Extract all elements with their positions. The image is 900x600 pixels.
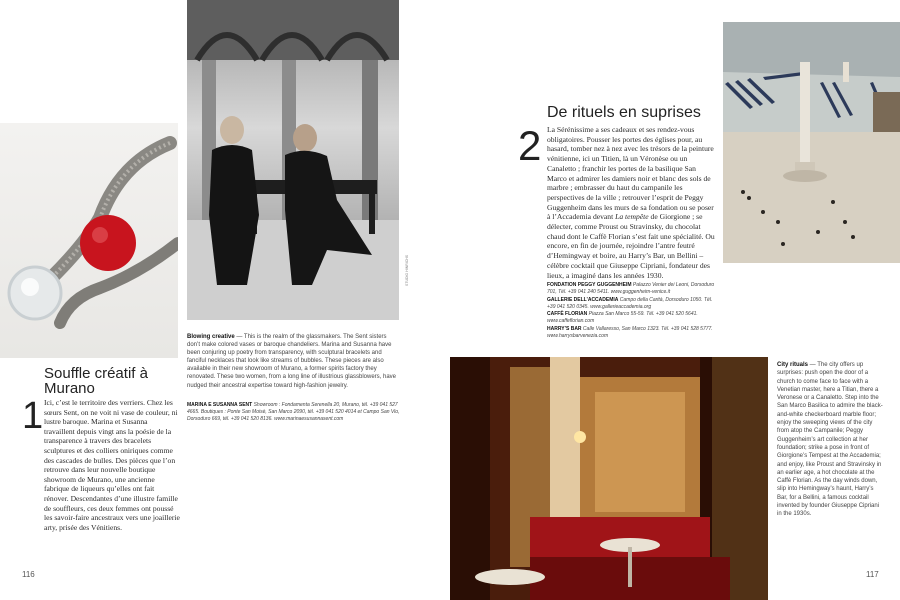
caption-lead-left: Blowing creative — [187, 334, 235, 340]
address-text: Calle Vallaresso, San Marco 1323. Tél. +39 041 528 5777. www.harrysbarvenezia.com — [547, 325, 713, 340]
address-name-left: MARINA E SUSANNA SENT — [187, 402, 253, 408]
body-text-right-part2: de Giorgione ; se délecter, comme Proust ou Stravinsky, du chocolat chaud dont le Caffè Florian s’est fait une spécialité. Ou encore, en fin de journée, rejoindre l’antre feutré d’Hemingway et boire, au Harry’s Bar, un Bellini – célèbre cocktail que Giuseppe Cipriani, fondateur des lieux, a imaginé dans les années 1930. — [547, 212, 715, 280]
caption-text-left: — This is the realm of the glassmakers. The Sent sisters don’t make colored vases or baroque chandeliers. Marina and Susanna have been conjuring up poetry from transparency, with sculptural bracelets and fanciful necklaces that look like streams of bubbles. These pieces are also available in their new showroom of Murano, a former spirits factory they renovated. These two women, from a long line of illustrious glassblowers, have nudged their ancestral expertise toward high-fashion jewelry. — [187, 334, 396, 389]
section-number-left: 1 — [22, 395, 44, 437]
address-name: HARRY’S BAR — [547, 325, 582, 332]
body-text-right-part1: La Sérénissime a ses cadeaux et ses rendez-vous obligatoires. Pousser les portes des églises pour, au hasard, tomber nez à nez avec les trésors de la peinture vénitienne, ici un Titien, là un Véronèse ou un Canaletto ; franchir les portes de la basilique San Marco et admirer les damiers noir et blanc des sols de marbre ; embrasser du haut du campanile les perspectives de la ville ; retrouver l’esprit de Peggy Guggenheim dans les murs de sa fondation ou se poser à l’Accademia devant — [547, 125, 714, 222]
caffe-florian-interior-photo — [450, 357, 768, 600]
address-text-left: Showroom : Fondamenta Serenella 20, Murano, tél. +39 041 527 4665. Boutiques : Ponte San Moisè, San Marco 2090, tél. +39 041 520 4014 et Campo San Vio, Dorsoduro 669, tél. +39 041 520 8136. www.marinaesusannasent.com — [187, 402, 400, 422]
glass-necklace-photo — [0, 123, 178, 358]
address-name: FONDATION PEGGY GUGGENHEIM — [547, 282, 632, 288]
body-text-right-italic: La tempête — [615, 212, 649, 222]
address-item — [547, 311, 719, 326]
address-list-right — [547, 282, 719, 340]
caption-right — [777, 361, 885, 519]
caption-lead-right: City rituals — [777, 362, 809, 368]
section-title-left: Souffle créatif à Murano — [44, 365, 148, 397]
page-number-left: 116 — [22, 570, 35, 579]
venice-piazzetta-photo — [723, 22, 900, 263]
caption-left — [187, 333, 401, 390]
body-text-right — [547, 125, 717, 280]
section-title-right: De rituels en suprises — [547, 104, 701, 121]
address-item — [547, 282, 719, 297]
address-text: Piazza San Marco 55-59. Tél. +39 041 520 5641. www.caffeflorian.com — [547, 311, 698, 325]
photo-credit: STUDIO HINRICHS — [405, 254, 409, 286]
sent-sisters-photo — [187, 0, 399, 320]
body-text-left: Ici, c’est le territoire des verriers. Chez les sœurs Sent, on ne voit ni vase de couleur, ni lustre baroque. Marina et Susanna travaillent depuis vingt ans la poésie de la transparence à travers des bracelets sculptures et des colliers oniriques comme des cascades de bulles. Des pièces que l’on retrouve dans leur nouvelle boutique showroom de Murano, une ancienne fabrique de liqueurs qu’elles ont fait rénover. Descendantes d’une illustre famille de souffleurs, ces deux femmes ont poussé les savoir-faire ancestraux vers une joaillerie arty, prisée des Vénitiens. — [44, 398, 180, 532]
address-item — [547, 297, 719, 312]
address-name: CAFFÈ FLORIAN — [547, 311, 588, 318]
address-text: Campo della Carità, Dorsoduro 1050. Tél. +39 041 520 0345. www.gallerieaccademia.org — [547, 296, 713, 310]
address-text: Palazzo Venier dei Leoni, Dorsoduro 701, Tél. +39 041 240 5411. www.guggenheim-venice.it — [547, 282, 715, 296]
section-number-right: 2 — [518, 122, 542, 169]
page-number-right: 117 — [866, 570, 879, 579]
address-name: GALLERIE DELL’ACCADEMIA — [547, 296, 619, 303]
caption-text-right: — The city offers up surprises: push open the door of a church to come face to face with a Venetian master, here a Titian, there a Veronese or a Canaletto. Step into the San Marco Basilica to admire the black-and-white checkerboard marble floor; enjoy the sweeping views of the city from atop the Campanile; Peggy Guggenheim’s art collection at her foundation; strike a pose in front of Giorgione’s Tempest at the Accademia; and enjoy, like Proust and Stravinsky in an earlier age, a hot chocolate at the Caffè Florian. As the day winds down, slip into Hemingway’s haunt, Harry’s Bar, for a Bellini, a famous cocktail invented by founder Giuseppe Cipriani in the 1930s. — [777, 362, 883, 518]
address-block-left — [187, 402, 401, 423]
address-item — [547, 326, 719, 341]
